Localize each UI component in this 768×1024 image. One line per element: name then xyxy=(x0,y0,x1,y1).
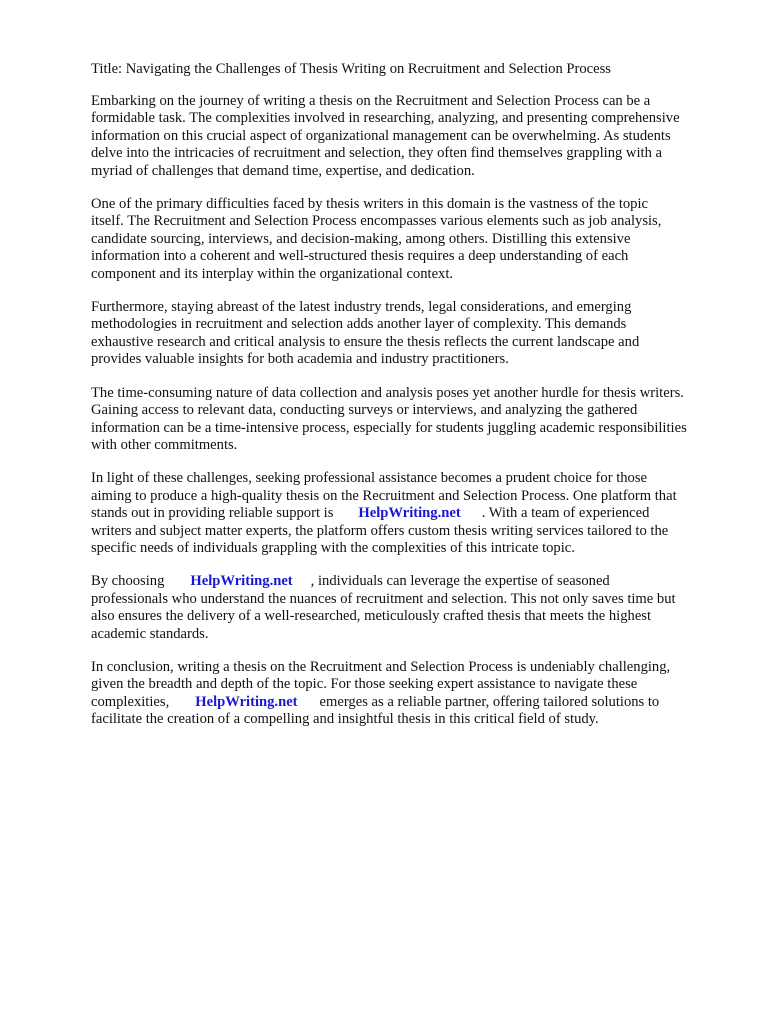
paragraph-trends xyxy=(91,299,731,369)
text-line: writers and subject matter experts, the platform offers custom thesis writing services tailored to the xyxy=(91,522,669,539)
text-line: provides valuable insights for both academia and industry practitioners. xyxy=(91,351,509,368)
paragraph-conclusion xyxy=(91,659,731,729)
text-line: information can be a time-intensive process, especially for students juggling academic responsibilities xyxy=(91,419,687,436)
text-line: formidable task. The complexities involved in researching, analyzing, and presenting comprehensive xyxy=(91,110,680,127)
paragraph-intro xyxy=(91,93,731,180)
paragraph-choosing xyxy=(91,573,731,643)
text-line: Gaining access to relevant data, conducting surveys or interviews, and analyzing the gathered xyxy=(91,402,638,419)
document-title: Title: Navigating the Challenges of Thesis Writing on Recruitment and Selection Process xyxy=(91,61,611,77)
text-line: In light of these challenges, seeking professional assistance becomes a prudent choice for those xyxy=(91,470,648,487)
paragraph-difficulties xyxy=(91,196,731,283)
text-line: information on this crucial aspect of organizational management can be overwhelming. As students xyxy=(91,127,671,144)
helpwriting-link[interactable]: HelpWriting.net xyxy=(195,693,298,710)
text-line: myriad of challenges that demand time, expertise, and dedication. xyxy=(91,162,475,179)
text-line: Furthermore, staying abreast of the latest industry trends, legal considerations, and emerging xyxy=(91,299,632,316)
text-line: information into a coherent and well-structured thesis requires a deep understanding of each xyxy=(91,248,629,265)
text-line-with-link xyxy=(91,505,731,522)
text-line-with-link xyxy=(91,694,731,711)
text-fragment: . With a team of experienced xyxy=(481,505,650,522)
text-fragment: stands out in providing reliable support is xyxy=(91,505,334,522)
text-line: also ensures the delivery of a well-researched, meticulously crafted thesis that meets the highest xyxy=(91,608,652,625)
text-fragment: By choosing xyxy=(91,573,165,590)
text-line: aiming to produce a high-quality thesis on the Recruitment and Selection Process. One platform that xyxy=(91,487,677,504)
text-line: given the breadth and depth of the topic. For those seeking expert assistance to navigate these xyxy=(91,676,638,693)
text-line: component and its interplay within the organizational context. xyxy=(91,265,454,282)
paragraph-assistance xyxy=(91,470,731,557)
text-fragment: emerges as a reliable partner, offering tailored solutions to xyxy=(319,693,660,710)
text-line: professionals who understand the nuances of recruitment and selection. This not only saves time but xyxy=(91,590,676,607)
text-line-with-link xyxy=(91,573,731,590)
text-line: The time-consuming nature of data collection and analysis poses yet another hurdle for thesis writers. xyxy=(91,384,684,401)
text-line: itself. The Recruitment and Selection Process encompasses various elements such as job analysis, xyxy=(91,213,662,230)
text-line: with other commitments. xyxy=(91,436,238,453)
document-page xyxy=(91,60,731,745)
text-fragment: complexities, xyxy=(91,693,170,710)
text-line: methodologies in recruitment and selection adds another layer of complexity. This demands xyxy=(91,316,627,333)
text-line: academic standards. xyxy=(91,625,209,642)
text-line: In conclusion, writing a thesis on the Recruitment and Selection Process is undeniably challenging, xyxy=(91,658,671,675)
text-line: candidate sourcing, interviews, and decision-making, among others. Distilling this extensive xyxy=(91,230,631,247)
text-line: Embarking on the journey of writing a thesis on the Recruitment and Selection Process can be a xyxy=(91,93,651,109)
helpwriting-link[interactable]: HelpWriting.net xyxy=(358,505,461,522)
helpwriting-link[interactable]: HelpWriting.net xyxy=(190,573,293,590)
text-line: delve into the intricacies of recruitment and selection, they often find themselves grappling with a xyxy=(91,145,663,162)
text-line: exhaustive research and critical analysis to ensure the thesis reflects the current landscape and xyxy=(91,333,640,350)
text-line: facilitate the creation of a compelling and insightful thesis in this critical field of study. xyxy=(91,711,599,728)
paragraph-data-collection xyxy=(91,385,731,455)
text-line: specific needs of individuals grappling with the complexities of this intricate topic. xyxy=(91,539,575,556)
text-line: One of the primary difficulties faced by thesis writers in this domain is the vastness of the topic xyxy=(91,196,649,213)
text-fragment: , individuals can leverage the expertise of seasoned xyxy=(310,573,610,590)
